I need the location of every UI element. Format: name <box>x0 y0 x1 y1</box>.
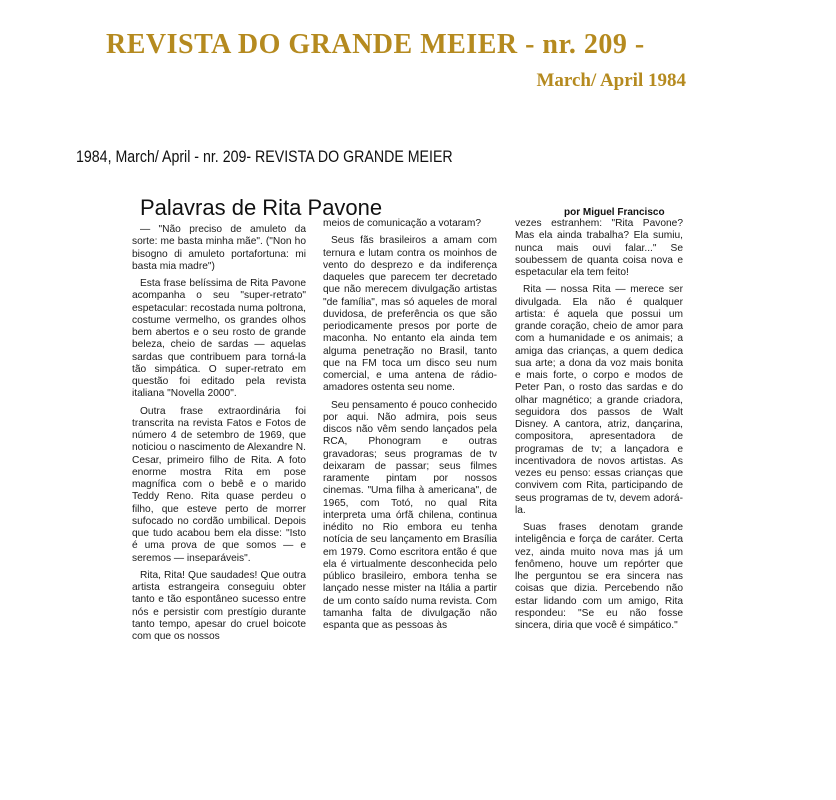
article-column-2 <box>323 218 497 637</box>
paragraph: Esta frase belíssima de Rita Pavone acompanha o seu "super-retrato" espetacular: recostada numa poltrona, costume vermelho, os grandes olhos bem abertos e o seu rosto de grande beleza, cheio de sardas — aquelas sardas que contribuem para torná-la tão simpática. O super-retrato em questão foi editado pela revista italiana "Novella 2000". <box>132 278 306 400</box>
paragraph: — "Não preciso de amuleto da sorte: me basta minha mãe". ("Non ho bisogno di amuleto portafortuna: mi basta mia madre") <box>132 224 306 272</box>
article-headline: Palavras de Rita Pavone <box>140 195 383 220</box>
article-column-1 <box>132 224 306 648</box>
paragraph: meios de comunicação a votaram? <box>323 218 481 229</box>
article-byline: por Miguel Francisco <box>564 207 665 218</box>
magazine-header-date: March/ April 1984 <box>536 70 686 91</box>
paragraph: Seus fãs brasileiros a amam com ternura e lutam contra os moinhos de vento do desprezo e da indiferença daqueles que parecem ter decretado que não merecem divulgação artistas "de família", mas só aqueles de moral duvidosa, de preferência os que são periodicamente presos por porte de maconha. No entanto ela ainda tem alguma penetração no Brasil, tanto que na FM toca um disco seu num comercial, e uma antena de rádio-amadores ostenta seu nome. <box>323 235 497 394</box>
paragraph: Outra frase extraordinária foi transcrita na revista Fatos e Fotos de número 4 de setembro de 1969, que noticiou o nascimento de Alexandre N. Cesar, primeiro filho de Rita. A foto enorme mostra Rita em pose magnífica com o bebê e o marido Teddy Reno. Rita quase perdeu o filho, que esteve perto de morrer sufocado no cordão umbilical. Depois que tudo acabou bem ela disse: "Isto é uma prova de que somos — e seremos — inseparáveis". <box>132 405 306 564</box>
paragraph: vezes estranhem: "Rita Pavone? Mas ela ainda trabalha? Ela sumiu, nunca mais ouvi falar..." Se soubessem de quanta coisa nova e espetacular ela tem feito! <box>515 218 683 278</box>
paragraph: Rita — nossa Rita — merece ser divulgada. Ela não é qualquer artista: é aquela que possui um grande coração, cheio de amor para com a humanidade e os animais; a amiga das crianças, a quem dedica sua arte; a dona da voz mais bonita e mais forte, o corpo e modos de Peter Pan, o rosto das sardas e do olhar magnético; a grande criadora, seguidora dos passos de Walt Disney. A cantora, atriz, dançarina, compositora, apresentadora de programas de tv; a lançadora e incentivadora de novos artistas. As vezes eu penso: essas crianças que convivem com Rita, participando de seus programas de tv, devem adorá-la. <box>515 284 683 516</box>
magazine-header-title: REVISTA DO GRANDE MEIER - nr. 209 - <box>106 29 645 60</box>
paragraph: Suas frases denotam grande inteligência e força de caráter. Certa vez, ainda muito nova mas já um fenômeno, houve um repórter que lhe perguntou se era sincera nas coisas que dizia. Percebendo não estar lidando com um amigo, Rita respondeu: "Se eu não fosse sincera, diria que você é simpático." <box>515 522 683 631</box>
newspaper-clipping <box>66 122 756 722</box>
article-column-3 <box>515 218 683 637</box>
paragraph: Rita, Rita! Que saudades! Que outra artista estrangeira conseguiu obter tanto e tão espontâneo sucesso entre nós e persistir com prestígio durante tanto tempo, apesar do cruel boicote com que os nossos <box>132 569 306 642</box>
clipping-caption: 1984, March/ April - nr. 209- REVISTA DO GRANDE MEIER <box>76 148 453 166</box>
paragraph: Seu pensamento é pouco conhecido por aqui. Não admira, pois seus discos não vêm sendo lançados pela RCA, Phonogram e outras gravadoras; seus programas de tv deixaram de passar; seus filmes raramente pintam por nossos cinemas. "Uma filha à americana", de 1965, com Totó, no qual Rita interpreta uma órfã chilena, continua inédito no Rio embora eu tenha notícia de seu lançamento em Brasília em 1979. Como escritora então é que ela é virtualmente desconhecida pelo público brasileiro, embora tenha se lançado nesse mister na Itália a partir de um conto saído numa revista. Com tamanha falta de divulgação não espanta que as pessoas às <box>323 399 497 631</box>
